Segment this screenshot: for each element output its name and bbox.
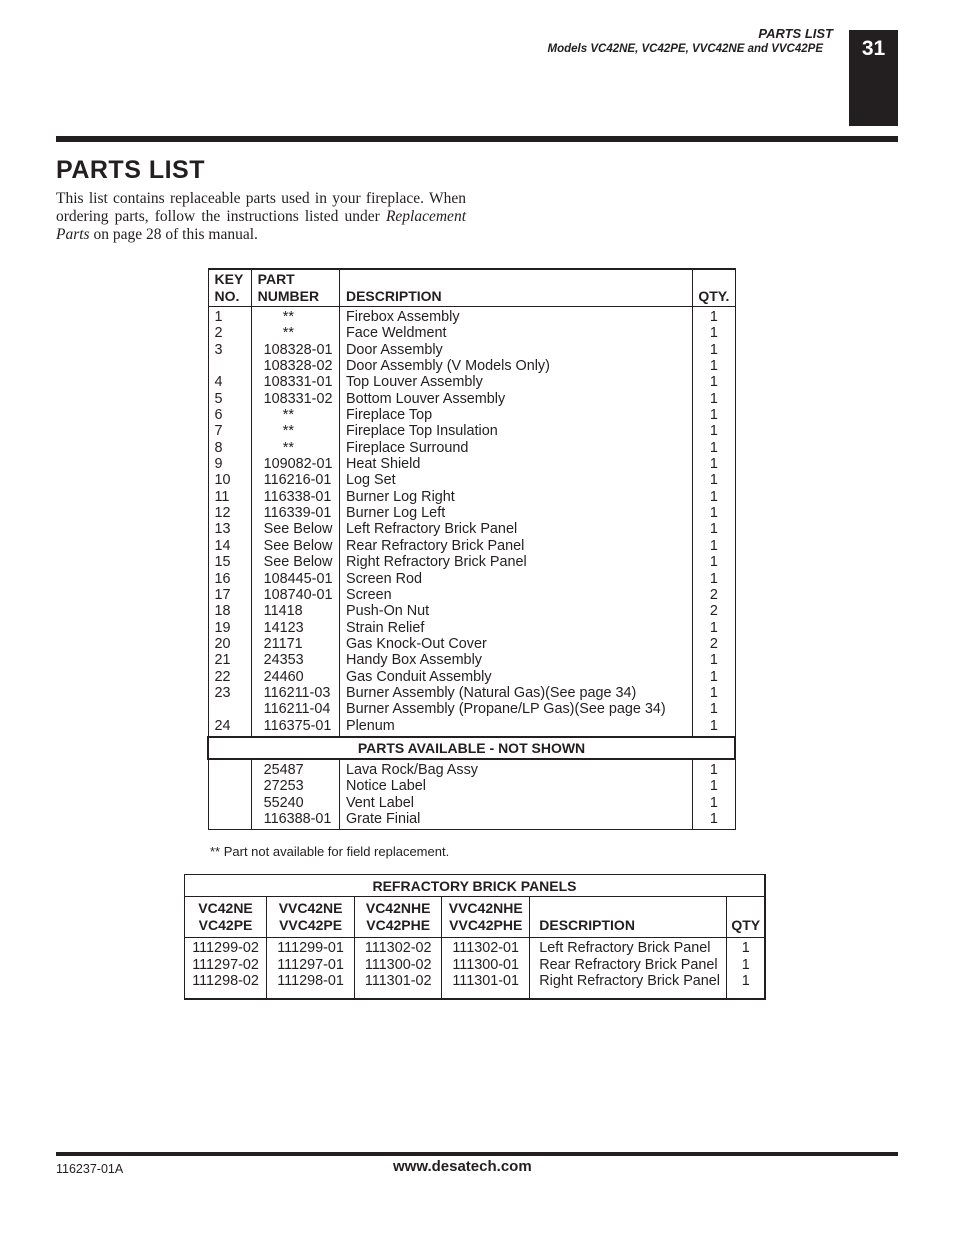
brick-part-number: 111302-01 — [442, 938, 530, 957]
parts-row — [208, 374, 735, 390]
key-number: 21 — [208, 652, 251, 668]
not-shown-title: PARTS AVAILABLE - NOT SHOWN — [208, 737, 735, 759]
parts-row — [208, 571, 735, 587]
part-description: Heat Shield — [339, 456, 692, 472]
key-number: 9 — [208, 456, 251, 472]
running-header-title: PARTS LIST — [758, 26, 833, 41]
part-number: See Below — [251, 554, 339, 570]
not-shown-row — [208, 759, 735, 778]
brick-qty: 1 — [727, 938, 765, 957]
header-qty: QTY. — [693, 269, 735, 307]
key-number-empty — [208, 778, 251, 794]
part-number: 108331-02 — [251, 391, 339, 407]
header-rule — [56, 136, 898, 142]
key-number: 8 — [208, 440, 251, 456]
brick-qty: 1 — [727, 957, 765, 974]
brick-row — [185, 938, 766, 957]
page-number-tab — [849, 30, 898, 126]
brick-part-number: 111298-02 — [185, 973, 267, 999]
part-number: ** — [251, 325, 339, 341]
not-shown-row — [208, 778, 735, 794]
brick-table-body — [185, 938, 766, 999]
part-qty: 1 — [693, 358, 735, 374]
part-qty: 1 — [693, 307, 735, 326]
key-number: 13 — [208, 521, 251, 537]
part-qty: 1 — [693, 342, 735, 358]
brick-table-title: REFRACTORY BRICK PANELS — [185, 875, 766, 897]
part-qty: 1 — [693, 391, 735, 407]
brick-header-5: QTY — [727, 897, 765, 938]
footnote: ** Part not available for field replacement. — [210, 844, 450, 859]
part-qty: 1 — [693, 669, 735, 685]
brick-row — [185, 957, 766, 974]
parts-row — [208, 554, 735, 570]
parts-row — [208, 440, 735, 456]
part-number: 21171 — [251, 636, 339, 652]
part-number: 25487 — [251, 759, 339, 778]
brick-row — [185, 973, 766, 999]
part-description: Burner Log Left — [339, 505, 692, 521]
website-url: www.desatech.com — [393, 1158, 532, 1175]
part-description: Rear Refractory Brick Panel — [339, 538, 692, 554]
running-header-models: Models VC42NE, VC42PE, VVC42NE and VVC42PE — [547, 43, 823, 55]
key-number: 2 — [208, 325, 251, 341]
parts-row — [208, 718, 735, 737]
parts-row — [208, 620, 735, 636]
brick-table-header — [185, 897, 766, 938]
key-number: 10 — [208, 472, 251, 488]
parts-row — [208, 358, 735, 374]
part-qty: 1 — [693, 701, 735, 717]
part-description: Left Refractory Brick Panel — [339, 521, 692, 537]
key-number: 16 — [208, 571, 251, 587]
part-number: 108328-02 — [251, 358, 339, 374]
brick-header-0: VC42NE VC42PE — [185, 897, 267, 938]
part-description: Door Assembly (V Models Only) — [339, 358, 692, 374]
key-number: 6 — [208, 407, 251, 423]
parts-row — [208, 701, 735, 717]
key-number: 5 — [208, 391, 251, 407]
part-number: 116338-01 — [251, 489, 339, 505]
key-number: 3 — [208, 342, 251, 358]
key-number: 19 — [208, 620, 251, 636]
brick-description: Rear Refractory Brick Panel — [530, 957, 727, 974]
part-number: 116211-03 — [251, 685, 339, 701]
part-description: Bottom Louver Assembly — [339, 391, 692, 407]
part-description: Vent Label — [339, 795, 692, 811]
brick-part-number: 111301-02 — [355, 973, 442, 999]
part-qty: 1 — [693, 423, 735, 439]
brick-part-number: 111299-01 — [267, 938, 355, 957]
part-qty: 1 — [693, 778, 735, 794]
part-qty: 1 — [693, 811, 735, 830]
part-qty: 1 — [693, 652, 735, 668]
part-number: 109082-01 — [251, 456, 339, 472]
intro-text-before: This list contains replaceable parts used in your fireplace. When ordering parts, follow the instructions listed under — [56, 190, 466, 225]
key-number: 20 — [208, 636, 251, 652]
part-qty: 1 — [693, 472, 735, 488]
part-number: ** — [251, 407, 339, 423]
key-number — [208, 358, 251, 374]
part-qty: 1 — [693, 795, 735, 811]
part-qty: 2 — [693, 636, 735, 652]
part-qty: 2 — [693, 587, 735, 603]
key-number: 22 — [208, 669, 251, 685]
brick-part-number: 111297-02 — [185, 957, 267, 974]
part-description: Door Assembly — [339, 342, 692, 358]
key-number: 23 — [208, 685, 251, 701]
page-title: PARTS LIST — [56, 156, 205, 184]
part-number: 116388-01 — [251, 811, 339, 830]
not-shown-row — [208, 811, 735, 830]
header-part-number: PART NUMBER — [251, 269, 339, 307]
part-description: Face Weldment — [339, 325, 692, 341]
key-number-empty — [208, 811, 251, 830]
parts-row — [208, 685, 735, 701]
brick-part-number: 111299-02 — [185, 938, 267, 957]
part-number: 55240 — [251, 795, 339, 811]
parts-row — [208, 407, 735, 423]
part-description: Fireplace Top Insulation — [339, 423, 692, 439]
part-description: Burner Log Right — [339, 489, 692, 505]
key-number: 11 — [208, 489, 251, 505]
key-number: 15 — [208, 554, 251, 570]
brick-qty: 1 — [727, 973, 765, 999]
part-description: Screen Rod — [339, 571, 692, 587]
part-number: 108331-01 — [251, 374, 339, 390]
part-qty: 2 — [693, 603, 735, 619]
parts-table-body — [208, 307, 735, 737]
key-number: 1 — [208, 307, 251, 326]
part-number: 116216-01 — [251, 472, 339, 488]
brick-header-4: DESCRIPTION — [530, 897, 727, 938]
intro-reference: Replacement Parts — [56, 207, 466, 243]
parts-row — [208, 456, 735, 472]
part-number: ** — [251, 307, 339, 326]
part-qty: 1 — [693, 554, 735, 570]
part-qty: 1 — [693, 440, 735, 456]
brick-header-1: VVC42NE VVC42PE — [267, 897, 355, 938]
parts-row — [208, 587, 735, 603]
part-description: Burner Assembly (Propane/LP Gas)(See page 34) — [339, 701, 692, 717]
header-description: DESCRIPTION — [339, 269, 692, 307]
part-description: Lava Rock/Bag Assy — [339, 759, 692, 778]
brick-part-number: 111302-02 — [355, 938, 442, 957]
parts-row — [208, 307, 735, 326]
part-number: 108740-01 — [251, 587, 339, 603]
parts-table-header — [208, 269, 735, 307]
not-shown-band — [208, 737, 735, 759]
key-number: 4 — [208, 374, 251, 390]
parts-row — [208, 603, 735, 619]
part-qty: 1 — [693, 374, 735, 390]
part-description: Fireplace Surround — [339, 440, 692, 456]
parts-row — [208, 391, 735, 407]
not-shown-body — [208, 759, 735, 830]
key-number — [208, 701, 251, 717]
header-key-no: KEY NO. — [208, 269, 251, 307]
part-number: 116339-01 — [251, 505, 339, 521]
document-number: 116237-01A — [56, 1162, 124, 1176]
part-description: Fireplace Top — [339, 407, 692, 423]
brick-header-3: VVC42NHE VVC42PHE — [442, 897, 530, 938]
part-number: 108445-01 — [251, 571, 339, 587]
part-qty: 1 — [693, 505, 735, 521]
part-number: ** — [251, 440, 339, 456]
part-description: Grate Finial — [339, 811, 692, 830]
part-number: 11418 — [251, 603, 339, 619]
part-qty: 1 — [693, 456, 735, 472]
part-description: Screen — [339, 587, 692, 603]
part-qty: 1 — [693, 538, 735, 554]
brick-header-2: VC42NHE VC42PHE — [355, 897, 442, 938]
parts-row — [208, 652, 735, 668]
part-description: Notice Label — [339, 778, 692, 794]
part-description: Burner Assembly (Natural Gas)(See page 34) — [339, 685, 692, 701]
part-description: Plenum — [339, 718, 692, 737]
part-number: 116375-01 — [251, 718, 339, 737]
intro-paragraph — [56, 190, 466, 243]
part-description: Top Louver Assembly — [339, 374, 692, 390]
part-qty: 1 — [693, 620, 735, 636]
brick-description: Right Refractory Brick Panel — [530, 973, 727, 999]
part-number: See Below — [251, 538, 339, 554]
part-description: Log Set — [339, 472, 692, 488]
part-description: Gas Knock-Out Cover — [339, 636, 692, 652]
part-description: Gas Conduit Assembly — [339, 669, 692, 685]
part-qty: 1 — [693, 685, 735, 701]
parts-row — [208, 423, 735, 439]
brick-part-number: 111297-01 — [267, 957, 355, 974]
key-number-empty — [208, 795, 251, 811]
parts-table — [207, 268, 736, 830]
footer-rule — [56, 1152, 898, 1156]
brick-part-number: 111301-01 — [442, 973, 530, 999]
part-number: See Below — [251, 521, 339, 537]
key-number: 24 — [208, 718, 251, 737]
part-number: 116211-04 — [251, 701, 339, 717]
parts-row — [208, 505, 735, 521]
brick-description: Left Refractory Brick Panel — [530, 938, 727, 957]
part-qty: 1 — [693, 718, 735, 737]
parts-row — [208, 472, 735, 488]
part-qty: 1 — [693, 489, 735, 505]
part-qty: 1 — [693, 325, 735, 341]
part-number: 108328-01 — [251, 342, 339, 358]
part-description: Push-On Nut — [339, 603, 692, 619]
page-number: 31 — [861, 37, 886, 60]
key-number: 17 — [208, 587, 251, 603]
part-qty: 1 — [693, 571, 735, 587]
brick-part-number: 111300-01 — [442, 957, 530, 974]
part-number: 24460 — [251, 669, 339, 685]
part-qty: 1 — [693, 759, 735, 778]
part-description: Firebox Assembly — [339, 307, 692, 326]
key-number: 7 — [208, 423, 251, 439]
key-number: 18 — [208, 603, 251, 619]
key-number: 12 — [208, 505, 251, 521]
key-number: 14 — [208, 538, 251, 554]
brick-part-number: 111300-02 — [355, 957, 442, 974]
part-number: ** — [251, 423, 339, 439]
parts-row — [208, 521, 735, 537]
part-number: 24353 — [251, 652, 339, 668]
intro-text-after: on page 28 of this manual. — [89, 225, 258, 243]
part-description: Right Refractory Brick Panel — [339, 554, 692, 570]
part-number: 27253 — [251, 778, 339, 794]
brick-panels-table — [184, 874, 766, 1000]
parts-row — [208, 342, 735, 358]
parts-row — [208, 669, 735, 685]
part-qty: 1 — [693, 407, 735, 423]
part-number: 14123 — [251, 620, 339, 636]
brick-part-number: 111298-01 — [267, 973, 355, 999]
parts-row — [208, 636, 735, 652]
part-qty: 1 — [693, 521, 735, 537]
parts-row — [208, 489, 735, 505]
parts-row — [208, 325, 735, 341]
parts-row — [208, 538, 735, 554]
key-number-empty — [208, 759, 251, 778]
not-shown-row — [208, 795, 735, 811]
part-description: Strain Relief — [339, 620, 692, 636]
part-description: Handy Box Assembly — [339, 652, 692, 668]
